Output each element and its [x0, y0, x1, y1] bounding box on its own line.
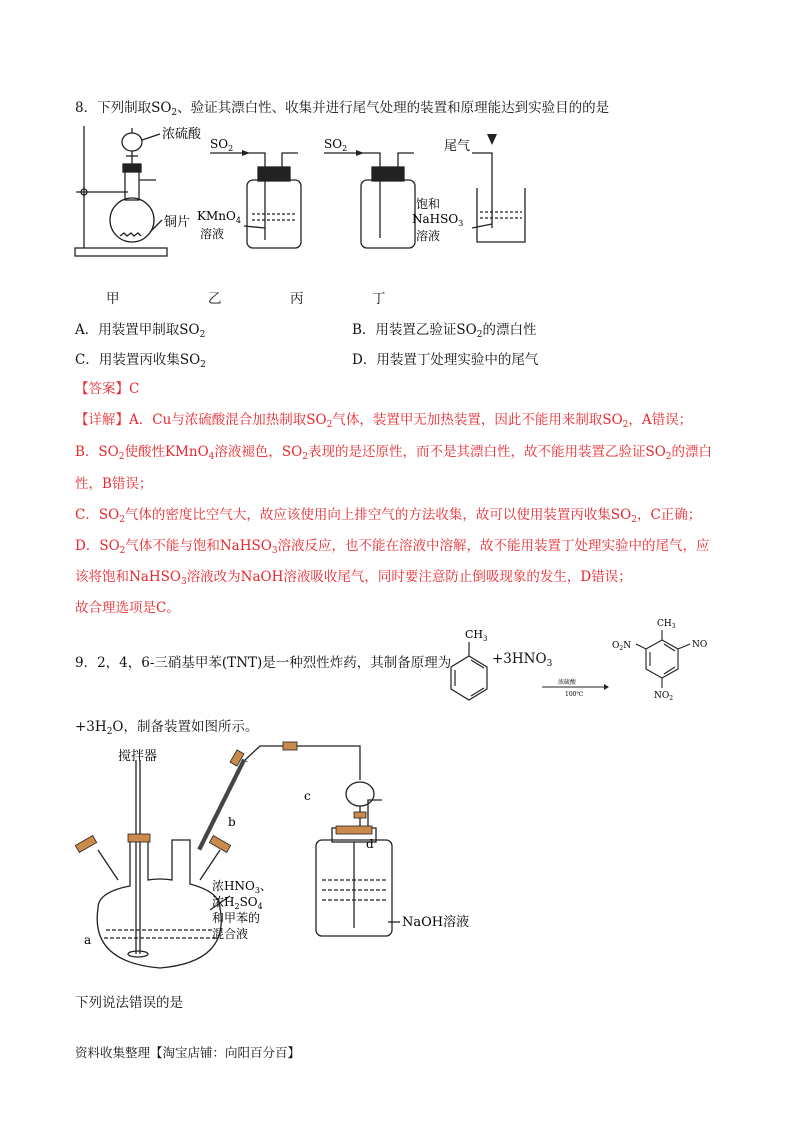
svg-text:NO2: $NO_2$ — [654, 691, 674, 702]
toluene-structure — [445, 620, 493, 708]
q9-question: 下列说法错误的是 — [75, 995, 183, 1011]
detail-line-2: B．$SO_2$使酸性KMnO$_4$溶液褪色，$SO_2$表现的是还原性，而不是其漂白性，故不能用装置乙验证$SO_2$的漂白 — [75, 444, 713, 462]
svg-text:100℃: 100℃ — [565, 691, 584, 698]
label-naoh: NaOH溶液 — [402, 915, 470, 930]
svg-text:CH3: $CH_3$ — [465, 628, 488, 643]
answer: 【答案】C — [75, 381, 140, 397]
round-flask — [110, 198, 154, 242]
detail-line-1: 【详解】A．Cu与浓硫酸混合加热制取$SO_2$气体，装置甲无加热装置，因此不能用来制取$SO_2$，A错误； — [75, 412, 693, 430]
apparatus-name-bing: 丙 — [290, 291, 304, 307]
q8-apparatus-figure — [60, 120, 540, 290]
q8-stem: 8．下列制取$SO_2$、验证其漂白性、收集并进行尾气处理的装置和原理能达到实验目的的是 — [75, 100, 610, 118]
label-kmno4: KMnO$_4$ — [197, 209, 241, 225]
apparatus-name-yi: 乙 — [208, 291, 222, 307]
three-neck-flask — [97, 840, 221, 968]
q9-line-2: $+3H_2O$，制备装置如图所示。 — [75, 719, 259, 737]
svg-text:CH3: $CH_3$ — [657, 619, 676, 630]
option-d: D．用装置丁处理实验中的尾气 — [352, 352, 539, 368]
label-acid: 浓硫酸 — [162, 127, 202, 142]
label-tail-gas: 尾气 — [444, 139, 471, 154]
svg-text:浓H2SO4: 浓$H_2SO_4$ — [212, 895, 263, 911]
q9-apparatus-figure — [70, 740, 470, 980]
beaker-ding — [477, 188, 525, 242]
label-a: a — [84, 933, 92, 947]
label-c: c — [304, 789, 311, 803]
q9-stem: 9．2，4，6-三硝基甲苯(TNT)是一种烈性炸药，其制备原理为 — [75, 655, 452, 671]
detail-line-6: 该将饱和NaHSO$_3$溶液改为NaOH溶液吸收尾气，同时要注意防止倒吸现象的发生，D错误； — [75, 569, 632, 587]
label-saturated: 饱和 — [416, 197, 441, 211]
footer: 资料收集整理【淘宝店铺：向阳百分百】 — [75, 1045, 301, 1060]
svg-text:混合液: 混合液 — [212, 927, 249, 941]
bottle-bing — [361, 180, 415, 248]
svg-text:浓硫酸: 浓硫酸 — [558, 679, 577, 686]
svg-text:O2N: $O_2N$ — [612, 641, 632, 652]
detail-line-5: D．$SO_2$气体不能与饱和NaHSO$_3$溶液反应，也不能在溶液中溶解，故不能用装置丁处理实验中的尾气，应 — [75, 538, 710, 556]
option-a: A．用装置甲制取$SO_2$ — [75, 322, 206, 340]
svg-text:和甲苯的: 和甲苯的 — [212, 911, 261, 925]
separatory-funnel — [122, 133, 142, 151]
detail-line-7: 故合理选项是C。 — [75, 600, 180, 616]
label-stirrer: 搅拌器 — [118, 749, 158, 764]
label-copper: 铜片 — [164, 215, 191, 230]
detail-line-3: 性，B错误； — [75, 476, 153, 492]
apparatus-name-ding: 丁 — [372, 291, 386, 307]
apparatus-name-jia: 甲 — [106, 291, 120, 307]
svg-text:NO: NO — [692, 640, 708, 650]
option-c: C．用装置丙收集$SO_2$ — [75, 352, 206, 370]
funnel-c — [346, 782, 374, 806]
tnt-structure — [610, 614, 740, 706]
svg-text:浓HNO3、: 浓$HNO_3$、 — [212, 879, 272, 895]
q9-stem-hno3: $+3HNO_3$ — [492, 651, 553, 669]
stand-base — [75, 248, 167, 256]
detail-line-4: C．$SO_2$气体的密度比空气大，故应该使用向上排空气的方法收集，故可以使用装置丙收集$SO_2$，C正确； — [75, 507, 702, 525]
svg-text:SO2: $SO_2$ — [324, 137, 348, 153]
label-d: d — [366, 837, 374, 851]
svg-text:SO2: $SO_2$ — [210, 137, 234, 153]
reaction-arrow — [540, 676, 610, 700]
label-b: b — [228, 815, 236, 829]
label-nahso3: NaHSO$_3$ — [412, 212, 464, 228]
svg-text:溶液: 溶液 — [416, 229, 441, 243]
svg-text:溶液: 溶液 — [200, 227, 225, 241]
option-b: B．用装置乙验证$SO_2$的漂白性 — [352, 322, 537, 340]
